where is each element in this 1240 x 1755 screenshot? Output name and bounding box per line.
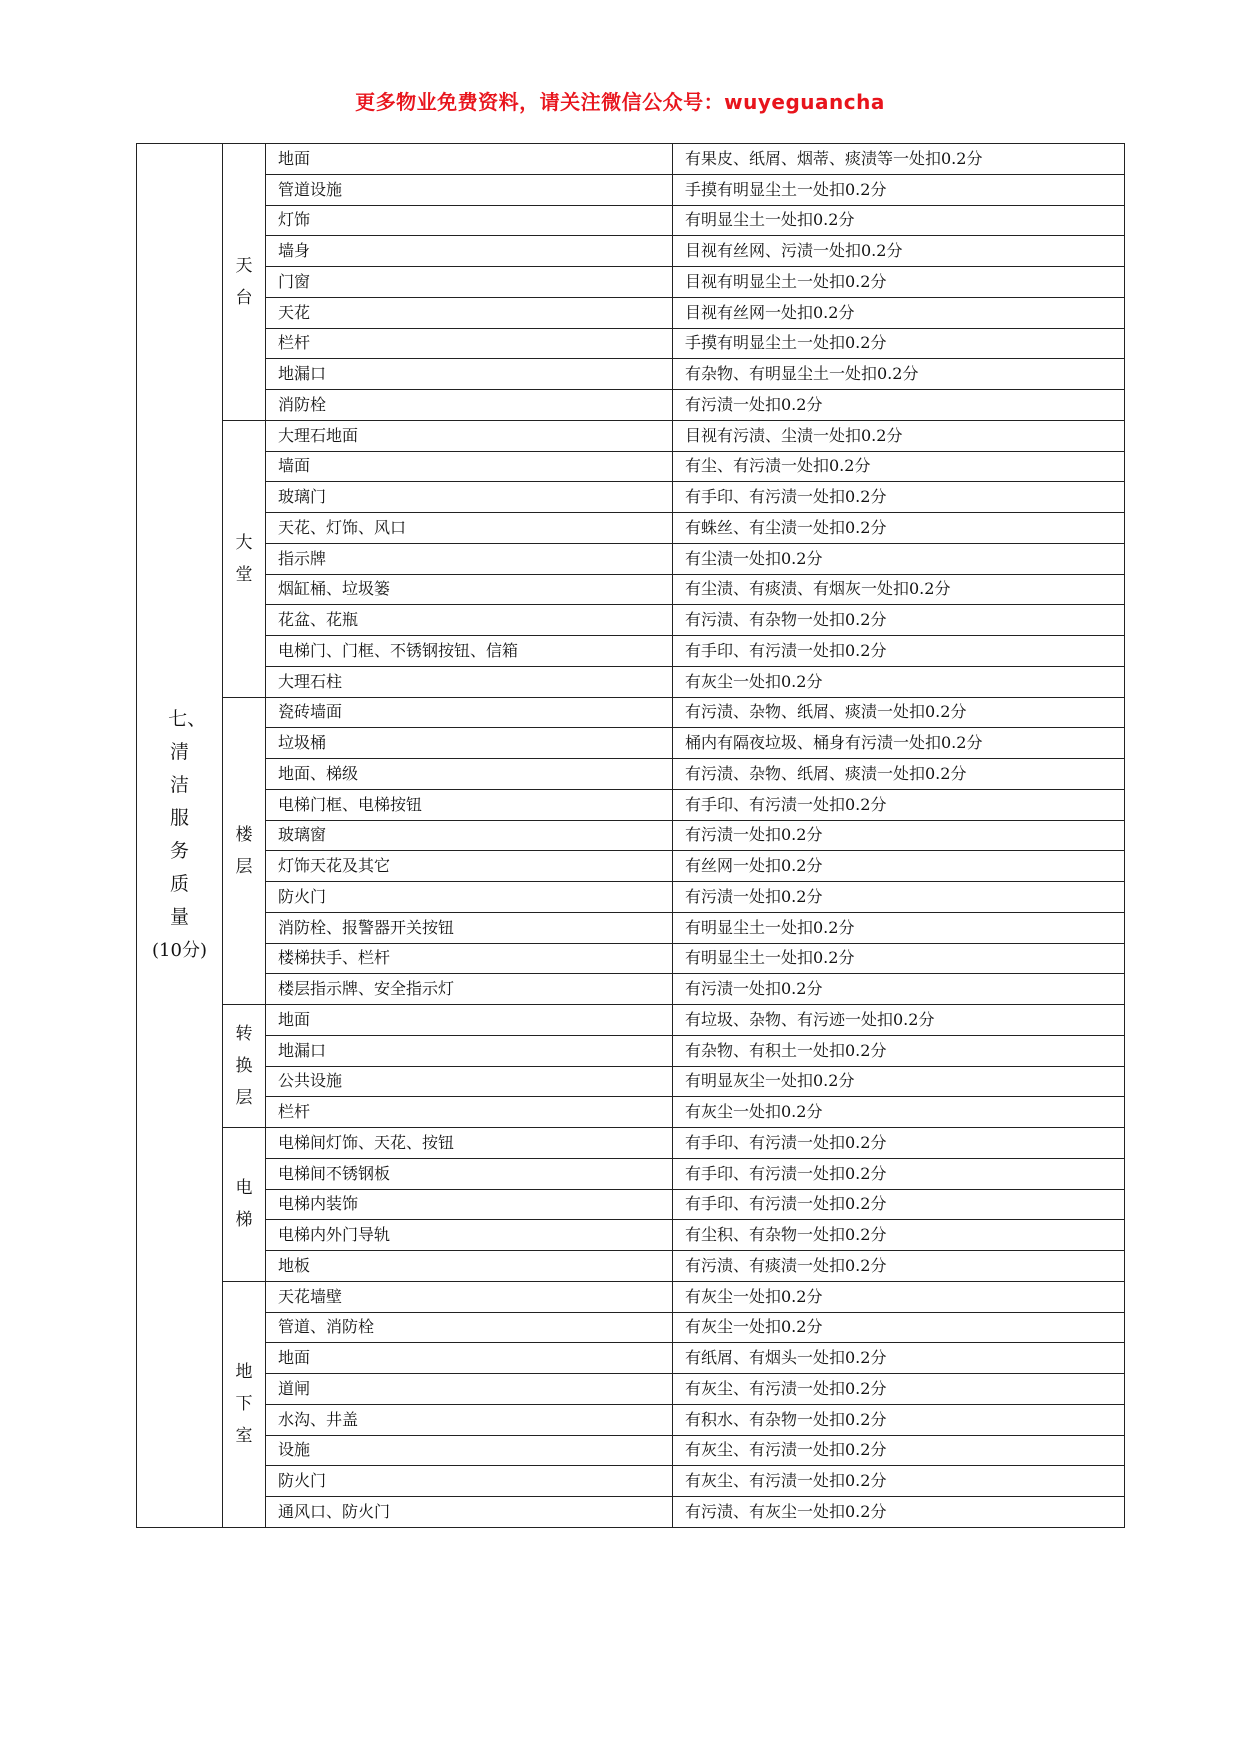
item-cell: 电梯间灯饰、天花、按钮	[266, 1128, 673, 1159]
item-cell: 天花墙壁	[266, 1281, 673, 1312]
standard-cell: 有污渍一处扣0.2分	[673, 974, 1125, 1005]
item-cell: 消防栓、报警器开关按钮	[266, 912, 673, 943]
item-cell: 灯饰天花及其它	[266, 851, 673, 882]
category-score: (10分)	[152, 940, 207, 962]
standard-cell: 有明显尘土一处扣0.2分	[673, 943, 1125, 974]
table-row	[137, 1005, 1125, 1036]
standard-cell: 有灰尘一处扣0.2分	[673, 1281, 1125, 1312]
item-cell: 地漏口	[266, 1035, 673, 1066]
page-header-title: 更多物业免费资料，请关注微信公众号：wuyeguancha	[355, 90, 885, 114]
table-row	[137, 1066, 1125, 1097]
item-cell: 地面	[266, 144, 673, 175]
item-cell: 公共设施	[266, 1066, 673, 1097]
item-cell: 消防栓	[266, 390, 673, 421]
table-row	[137, 820, 1125, 851]
table-row	[137, 328, 1125, 359]
item-cell: 门窗	[266, 267, 673, 298]
table-row	[137, 1097, 1125, 1128]
standard-cell: 有丝网一处扣0.2分	[673, 851, 1125, 882]
item-cell: 瓷砖墙面	[266, 697, 673, 728]
standard-cell: 有杂物、有积土一处扣0.2分	[673, 1035, 1125, 1066]
standard-cell: 目视有丝网一处扣0.2分	[673, 297, 1125, 328]
item-cell: 楼梯扶手、栏杆	[266, 943, 673, 974]
area-cell	[223, 697, 266, 1005]
table-row	[137, 759, 1125, 790]
cleaning-quality-table	[136, 143, 1125, 1528]
standard-cell: 有灰尘一处扣0.2分	[673, 1312, 1125, 1343]
table-row	[137, 697, 1125, 728]
item-cell: 花盆、花瓶	[266, 605, 673, 636]
standard-cell: 目视有明显尘土一处扣0.2分	[673, 267, 1125, 298]
item-cell: 水沟、井盖	[266, 1404, 673, 1435]
standard-cell: 有手印、有污渍一处扣0.2分	[673, 1128, 1125, 1159]
standard-cell: 有手印、有污渍一处扣0.2分	[673, 789, 1125, 820]
table-row	[137, 974, 1125, 1005]
table-row	[137, 482, 1125, 513]
item-cell: 天花、灯饰、风口	[266, 513, 673, 544]
item-cell: 道闸	[266, 1374, 673, 1405]
standard-cell: 目视有丝网、污渍一处扣0.2分	[673, 236, 1125, 267]
standard-cell: 有果皮、纸屑、烟蒂、痰渍等一处扣0.2分	[673, 144, 1125, 175]
item-cell: 电梯门框、电梯按钮	[266, 789, 673, 820]
item-cell: 防火门	[266, 882, 673, 913]
table-row	[137, 912, 1125, 943]
standard-cell: 有尘渍一处扣0.2分	[673, 543, 1125, 574]
standard-cell: 有尘渍、有痰渍、有烟灰一处扣0.2分	[673, 574, 1125, 605]
item-cell: 栏杆	[266, 1097, 673, 1128]
standard-cell: 有尘积、有杂物一处扣0.2分	[673, 1220, 1125, 1251]
standard-cell: 手摸有明显尘土一处扣0.2分	[673, 328, 1125, 359]
table-row	[137, 451, 1125, 482]
standard-cell: 有灰尘、有污渍一处扣0.2分	[673, 1435, 1125, 1466]
standard-cell: 有纸屑、有烟头一处扣0.2分	[673, 1343, 1125, 1374]
area-label: 转换层	[235, 1024, 253, 1108]
area-label: 大堂	[235, 532, 253, 585]
standard-cell: 有明显尘土一处扣0.2分	[673, 912, 1125, 943]
item-cell: 地面、梯级	[266, 759, 673, 790]
item-cell: 地板	[266, 1251, 673, 1282]
standard-cell: 有蛛丝、有尘渍一处扣0.2分	[673, 513, 1125, 544]
item-cell: 天花	[266, 297, 673, 328]
table-row	[137, 236, 1125, 267]
standard-cell: 有污渍、有杂物一处扣0.2分	[673, 605, 1125, 636]
table-row	[137, 636, 1125, 667]
item-cell: 电梯内装饰	[266, 1189, 673, 1220]
table-row	[137, 1312, 1125, 1343]
table-row	[137, 297, 1125, 328]
area-cell	[223, 1005, 266, 1128]
table-row	[137, 359, 1125, 390]
area-label: 地下室	[235, 1362, 253, 1447]
table-body	[137, 144, 1125, 1528]
table-row	[137, 513, 1125, 544]
table-row	[137, 390, 1125, 421]
table-row	[137, 1374, 1125, 1405]
table-row	[137, 1035, 1125, 1066]
standard-cell: 有手印、有污渍一处扣0.2分	[673, 636, 1125, 667]
standard-cell: 有灰尘一处扣0.2分	[673, 1097, 1125, 1128]
table-row	[137, 543, 1125, 574]
item-cell: 通风口、防火门	[266, 1497, 673, 1528]
standard-cell: 有手印、有污渍一处扣0.2分	[673, 1189, 1125, 1220]
item-cell: 管道、消防栓	[266, 1312, 673, 1343]
item-cell: 大理石地面	[266, 420, 673, 451]
table-row	[137, 851, 1125, 882]
table-row	[137, 1128, 1125, 1159]
standard-cell: 有灰尘、有污渍一处扣0.2分	[673, 1466, 1125, 1497]
table-row	[137, 1343, 1125, 1374]
standard-cell: 有污渍、杂物、纸屑、痰渍一处扣0.2分	[673, 697, 1125, 728]
area-cell	[223, 420, 266, 697]
table-row	[137, 267, 1125, 298]
standard-cell: 有手印、有污渍一处扣0.2分	[673, 482, 1125, 513]
item-cell: 管道设施	[266, 174, 673, 205]
item-cell: 地漏口	[266, 359, 673, 390]
item-cell: 玻璃门	[266, 482, 673, 513]
item-cell: 电梯间不锈钢板	[266, 1158, 673, 1189]
standard-cell: 桶内有隔夜垃圾、桶身有污渍一处扣0.2分	[673, 728, 1125, 759]
item-cell: 灯饰	[266, 205, 673, 236]
item-cell: 墙面	[266, 451, 673, 482]
standard-cell: 有积水、有杂物一处扣0.2分	[673, 1404, 1125, 1435]
standard-cell: 有灰尘一处扣0.2分	[673, 666, 1125, 697]
table-row	[137, 666, 1125, 697]
standard-cell: 有明显灰尘一处扣0.2分	[673, 1066, 1125, 1097]
area-label: 楼层	[235, 824, 253, 877]
item-cell: 烟缸桶、垃圾篓	[266, 574, 673, 605]
category-cell	[137, 144, 223, 1528]
table-row	[137, 789, 1125, 820]
table-row	[137, 728, 1125, 759]
item-cell: 指示牌	[266, 543, 673, 574]
table-row	[137, 1189, 1125, 1220]
item-cell: 墙身	[266, 236, 673, 267]
standard-cell: 有污渍一处扣0.2分	[673, 882, 1125, 913]
area-cell	[223, 144, 266, 421]
item-cell: 栏杆	[266, 328, 673, 359]
table-row	[137, 882, 1125, 913]
table-row	[137, 1466, 1125, 1497]
table-row	[137, 1158, 1125, 1189]
item-cell: 地面	[266, 1005, 673, 1036]
table-row	[137, 174, 1125, 205]
item-cell: 玻璃窗	[266, 820, 673, 851]
standard-cell: 有杂物、有明显尘土一处扣0.2分	[673, 359, 1125, 390]
standard-cell: 有污渍一处扣0.2分	[673, 820, 1125, 851]
standard-cell: 有污渍、有灰尘一处扣0.2分	[673, 1497, 1125, 1528]
area-cell	[223, 1128, 266, 1282]
standard-cell: 有垃圾、杂物、有污迹一处扣0.2分	[673, 1005, 1125, 1036]
table-row	[137, 574, 1125, 605]
item-cell: 设施	[266, 1435, 673, 1466]
standard-cell: 有尘、有污渍一处扣0.2分	[673, 451, 1125, 482]
standard-cell: 有污渍、有痰渍一处扣0.2分	[673, 1251, 1125, 1282]
table-row	[137, 1281, 1125, 1312]
item-cell: 地面	[266, 1343, 673, 1374]
standard-cell: 有明显尘土一处扣0.2分	[673, 205, 1125, 236]
table-row	[137, 1220, 1125, 1251]
standard-cell: 有灰尘、有污渍一处扣0.2分	[673, 1374, 1125, 1405]
table-row	[137, 420, 1125, 451]
category-label: 七、清洁服务质量	[168, 708, 207, 929]
standard-cell: 有污渍一处扣0.2分	[673, 390, 1125, 421]
standard-cell: 手摸有明显尘土一处扣0.2分	[673, 174, 1125, 205]
item-cell: 垃圾桶	[266, 728, 673, 759]
table-row	[137, 144, 1125, 175]
area-cell	[223, 1281, 266, 1527]
area-label: 电梯	[235, 1178, 253, 1231]
area-label: 天台	[235, 255, 253, 308]
table-row	[137, 1251, 1125, 1282]
table-row	[137, 1497, 1125, 1528]
table-row	[137, 205, 1125, 236]
standard-cell: 目视有污渍、尘渍一处扣0.2分	[673, 420, 1125, 451]
table-row	[137, 1404, 1125, 1435]
table-row	[137, 1435, 1125, 1466]
item-cell: 电梯内外门导轨	[266, 1220, 673, 1251]
table-row	[137, 943, 1125, 974]
table-row	[137, 605, 1125, 636]
item-cell: 电梯门、门框、不锈钢按钮、信箱	[266, 636, 673, 667]
item-cell: 楼层指示牌、安全指示灯	[266, 974, 673, 1005]
standard-cell: 有手印、有污渍一处扣0.2分	[673, 1158, 1125, 1189]
item-cell: 防火门	[266, 1466, 673, 1497]
item-cell: 大理石柱	[266, 666, 673, 697]
standard-cell: 有污渍、杂物、纸屑、痰渍一处扣0.2分	[673, 759, 1125, 790]
